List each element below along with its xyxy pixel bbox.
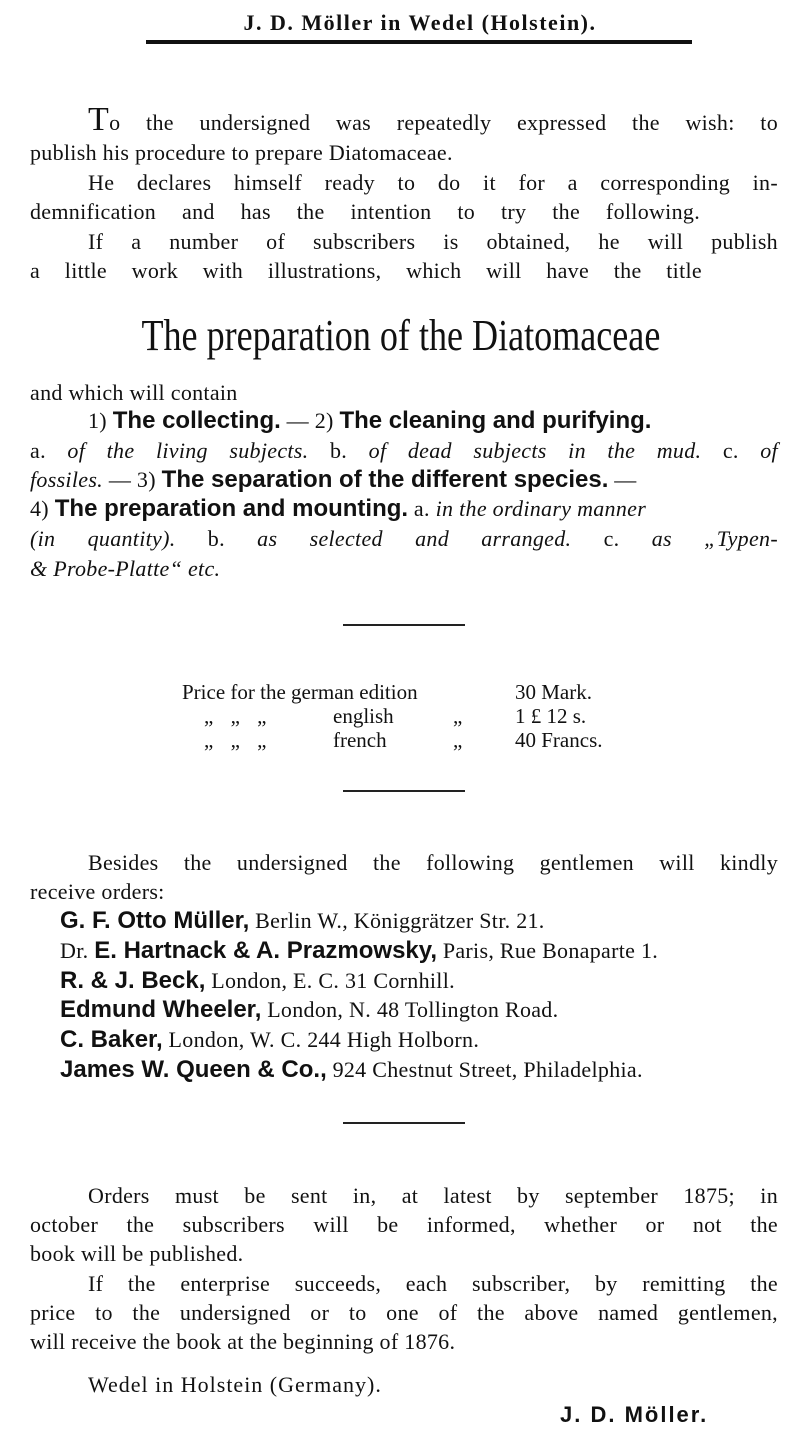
agent-name: R. & J. Beck, — [60, 967, 206, 994]
item-number-3: — 3) — [108, 467, 156, 492]
separator-rule-3 — [343, 1122, 465, 1124]
agent-name: C. Baker, — [60, 1026, 163, 1053]
sub-c-text-cont: fossiles. — [30, 467, 103, 492]
agent-item — [60, 906, 545, 936]
agent-address: London, N. 48 Tollington Road. — [267, 997, 559, 1022]
price-value-english: 1 £ 12 s. — [515, 704, 587, 728]
intro-line-3: He declares himself ready to do it for a corresponding in- — [88, 170, 778, 195]
contents-lead: and which will contain — [30, 380, 238, 405]
price-lang-english: english — [333, 704, 394, 728]
price-value-french: 40 Francs. — [515, 728, 603, 752]
closing-line-5: price to the undersigned or to one of the above named gentlemen, — [30, 1300, 778, 1325]
dash-4: — — [614, 467, 637, 492]
item-preparation: The preparation and mounting. — [54, 495, 409, 522]
sub-b2-text: as selected and arranged. — [257, 526, 572, 551]
sub-c-label: c. — [722, 438, 739, 463]
contents-line-4 — [30, 494, 778, 524]
sub-b-label: b. — [330, 438, 348, 463]
sub-a-label: a. — [30, 438, 46, 463]
intro-line-1 — [88, 101, 778, 138]
price-ditto-english: „ „ „ — [204, 704, 273, 728]
sub-a2-label: a. — [413, 496, 430, 521]
agent-item — [60, 995, 558, 1025]
agent-address: London, W. C. 244 High Holborn. — [168, 1027, 480, 1052]
closing-line-2: october the subscribers will be informed, whether or not the — [30, 1212, 778, 1237]
contents-line-3 — [30, 465, 778, 495]
price-label-german: Price for the german edition — [182, 680, 418, 704]
header-title: J. D. Möller in Wedel (Holstein). — [243, 10, 597, 35]
item-separation: The separation of the different species. — [161, 466, 609, 493]
agent-address: London, E. C. 31 Cornhill. — [211, 968, 455, 993]
price-value-german: 30 Mark. — [515, 680, 592, 704]
intro-line-5: If a number of subscribers is obtained, he will publish — [88, 229, 778, 254]
closing-line-6: will receive the book at the beginning of 1876. — [30, 1329, 456, 1354]
agent-address: Berlin W., Königgrätzer Str. 21. — [255, 908, 545, 933]
contents-line-6 — [30, 554, 220, 584]
intro-line-2: publish his procedure to prepare Diatomaceae. — [30, 140, 453, 165]
sub-b-text: of dead subjects in the mud. — [368, 438, 702, 463]
agent-address: 924 Chestnut Street, Philadelphia. — [332, 1057, 643, 1082]
sub-a2-text: in the ordinary manner — [435, 496, 647, 521]
agents-intro-2: receive orders: — [30, 879, 165, 904]
item-number-1: 1) — [88, 408, 107, 433]
agent-name: James W. Queen & Co., — [60, 1056, 327, 1083]
contents-line-1 — [88, 406, 778, 436]
contents-line-5 — [30, 524, 778, 554]
agent-prefix: Dr. — [60, 938, 89, 963]
agent-item — [60, 1055, 643, 1085]
sub-c2-label: c. — [603, 526, 620, 551]
book-title: The preparation of the Diatomaceae — [141, 311, 661, 360]
intro-line-6: a little work with illustrations, which will have the title — [30, 258, 702, 283]
agent-address: Paris, Rue Bonaparte 1. — [442, 938, 659, 963]
separator-rule-1 — [343, 624, 465, 626]
signature: J. D. Möller. — [560, 1402, 709, 1427]
agent-name: Edmund Wheeler, — [60, 996, 262, 1023]
price-ditto2-english: „ — [453, 704, 463, 728]
price-ditto-french: „ „ „ — [204, 728, 273, 752]
agent-name: E. Hartnack & A. Prazmowsky, — [94, 937, 438, 964]
item-cleaning: The cleaning and purifying. — [339, 407, 652, 434]
sub-b2-label: b. — [207, 526, 225, 551]
agent-item — [60, 936, 658, 966]
intro-line-4: demnification and has the intention to try the following. — [30, 199, 700, 224]
agents-intro-1: Besides the undersigned the following gentlemen will kindly — [88, 850, 778, 875]
drop-letter: T — [88, 101, 110, 138]
intro-line-1-text: o the undersigned was repeatedly expressed the wish: to — [109, 110, 778, 135]
item-collecting: The collecting. — [112, 407, 281, 434]
sub-a2-text-cont: (in quantity). — [30, 526, 176, 551]
price-ditto2-french: „ — [453, 728, 463, 752]
contents-line-2 — [30, 436, 778, 466]
header-rule — [146, 40, 692, 44]
sub-a-text: of the living subjects. — [67, 438, 309, 463]
item-number-2: — 2) — [286, 408, 334, 433]
sub-c2-text: as „Typen- — [651, 526, 778, 551]
closing-line-3: book will be published. — [30, 1241, 244, 1266]
place-line: Wedel in Holstein (Germany). — [88, 1372, 382, 1397]
separator-rule-2 — [343, 790, 465, 792]
agent-name: G. F. Otto Müller, — [60, 907, 250, 934]
closing-line-4: If the enterprise succeeds, each subscriber, by remitting the — [88, 1271, 778, 1296]
sub-c-text: of — [760, 438, 778, 463]
item-number-4: 4) — [30, 496, 49, 521]
price-lang-french: french — [333, 728, 387, 752]
agent-item — [60, 1025, 479, 1055]
sub-c2-text-cont: & Probe-Platte“ — [30, 556, 183, 581]
etc-text: etc. — [187, 556, 221, 581]
closing-line-1: Orders must be sent in, at latest by september 1875; in — [88, 1183, 778, 1208]
agent-item — [60, 966, 455, 996]
